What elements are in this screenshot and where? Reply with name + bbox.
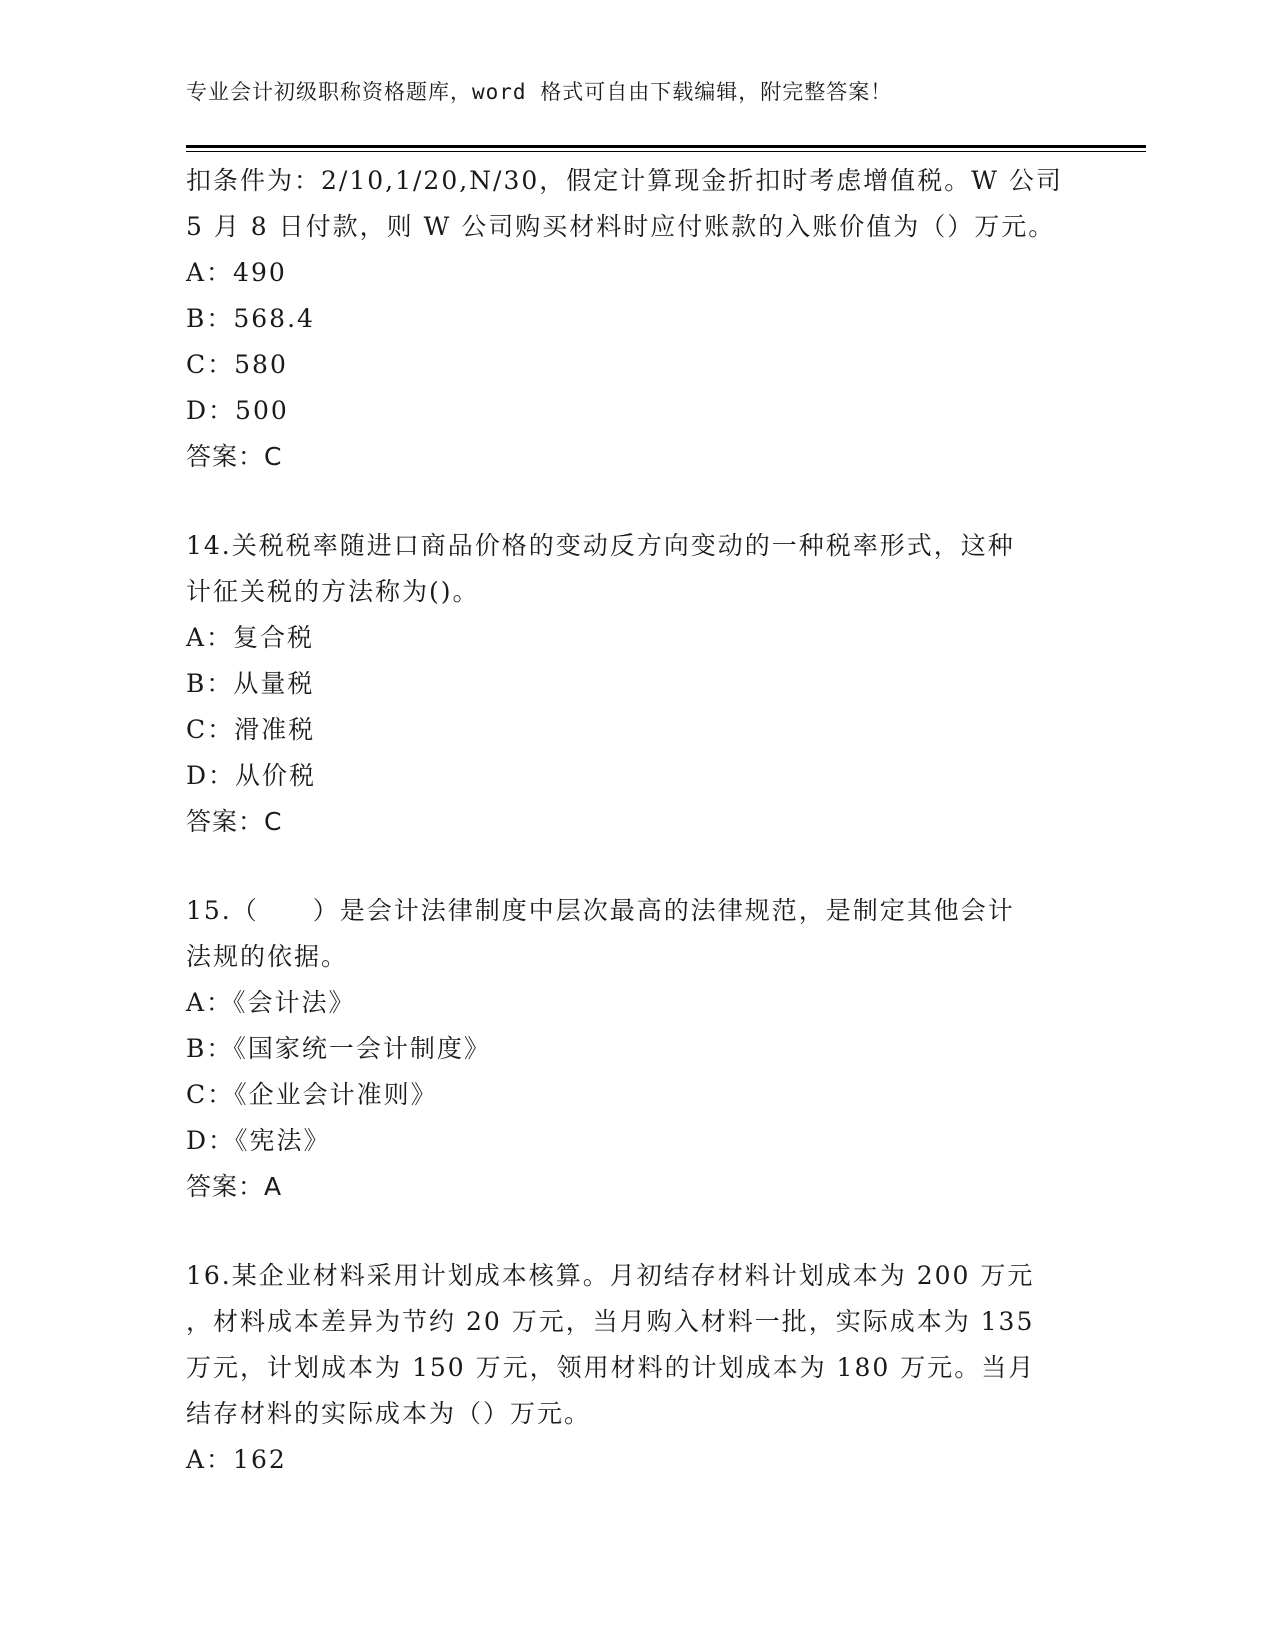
option-a: A：复合税 [186, 623, 315, 652]
question-text: 万元，计划成本为 150 万元，领用材料的计划成本为 180 万元。当月 [186, 1353, 1036, 1382]
header-rule-thick [186, 145, 1146, 148]
option-a: A：490 [186, 258, 287, 287]
option-c: C：滑准税 [186, 715, 316, 744]
question-text: 5 月 8 日付款，则 W 公司购买材料时应付账款的入账价值为（）万元。 [186, 212, 1056, 241]
page-header: 专业会计初级职称资格题库，word 格式可自由下载编辑，附完整答案！ [186, 80, 893, 104]
question-14 [186, 523, 1086, 845]
answer: 答案：A [186, 1172, 283, 1201]
option-d: D：《宪法》 [186, 1126, 331, 1155]
question-text: ，材料成本差异为节约 20 万元，当月购入材料一批，实际成本为 135 [186, 1307, 1035, 1336]
question-text: 法规的依据。 [186, 942, 349, 971]
option-a: A：162 [186, 1445, 287, 1474]
option-d: D：从价税 [186, 761, 317, 790]
spacer [186, 1210, 1086, 1253]
option-a: A：《会计法》 [186, 988, 356, 1017]
answer: 答案：C [186, 807, 283, 836]
spacer [186, 845, 1086, 888]
question-text: 15.（ ）是会计法律制度中层次最高的法律规范，是制定其他会计 [186, 896, 1015, 925]
question-text: 计征关税的方法称为()。 [186, 577, 480, 606]
question-15 [186, 888, 1086, 1210]
option-b: B：568.4 [186, 304, 315, 333]
option-c: C：《企业会计准则》 [186, 1080, 438, 1109]
header-rule-thin [186, 151, 1146, 152]
question-13 [186, 158, 1086, 480]
option-b: B：从量税 [186, 669, 315, 698]
option-d: D：500 [186, 396, 289, 425]
question-16 [186, 1253, 1086, 1483]
question-list [186, 158, 1086, 1483]
question-text: 16.某企业材料采用计划成本核算。月初结存材料计划成本为 200 万元 [186, 1261, 1035, 1290]
option-c: C：580 [186, 350, 288, 379]
spacer [186, 480, 1086, 523]
question-text: 14.关税税率随进口商品价格的变动反方向变动的一种税率形式，这种 [186, 531, 1015, 560]
question-text: 扣条件为：2/10,1/20,N/30，假定计算现金折扣时考虑增值税。W 公司 [186, 166, 1063, 195]
option-b: B：《国家统一会计制度》 [186, 1034, 491, 1063]
question-text: 结存材料的实际成本为（）万元。 [186, 1399, 592, 1428]
answer: 答案：C [186, 442, 283, 471]
